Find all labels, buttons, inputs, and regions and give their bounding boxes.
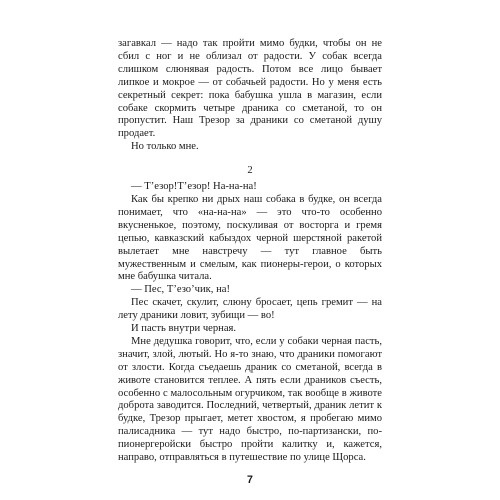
paragraph: Пес скачет, скулит, слюну бросает, цепь гремит — на лету драники ловит, зубищи — во! xyxy=(118,297,382,322)
paragraph: И пасть внутри черная. xyxy=(131,323,237,335)
paragraph: Как бы крепко ни дрых наш собака в будке, он всегда понимает, что «на-на-на» — это что-то особенно вкусненькое, поэтому, поскуливая от восторга и гремя цепью, кавказский кабыздох черной шерстяной ракетой вылетает мне навстречу — тут главное быть мужественным и смелым, как пионеры-герои, о которых мне бабушка читала. xyxy=(118,193,382,283)
page-number: 7 xyxy=(247,474,253,486)
paragraph-dialogue: — Пес, Т’езо’чик, на! xyxy=(131,284,230,296)
body-text xyxy=(118,38,382,465)
paragraph-continued: загавкал — надо так пройти мимо будки, чтобы он не сбил с ног и не облизал от радости. У собак всегда слишком слюнявая радость. Потом все лицо бывает липкое и мокрое — от собачьей радости. Но у меня есть секретный секрет: пока бабушка ушла в магазин, если собаке скормить четыре драника со сметаной, то он пропустит. Наш Трезор за драники со сметаной душу продает. xyxy=(118,38,382,140)
paragraph: Мне дедушка говорит, что, если у собаки черная пасть, значит, злой, лютый. Но я-то знаю, что драники помогают от злости. Когда съедаешь драник со сметаной, всегда в животе становится теплее. А пять если драников съесть, особенно с малосольным огурчиком, так вообще в животе доброта заводится. Последний, четвертый, драник летит к будке, Трезор прыгает, метет хвостом, я пробегаю мимо палисадника — тут надо быстро, по-партизански, по-пионергеройски быстро пройти калитку и, кажется, направо, отправляться в путешествие по улице Щорса. xyxy=(118,335,382,464)
paragraph-dialogue: — Т’езор!Т’езор! На-на-на! xyxy=(131,181,257,193)
paragraph: Но только мне. xyxy=(131,141,199,153)
chapter-number: 2 xyxy=(247,165,253,177)
